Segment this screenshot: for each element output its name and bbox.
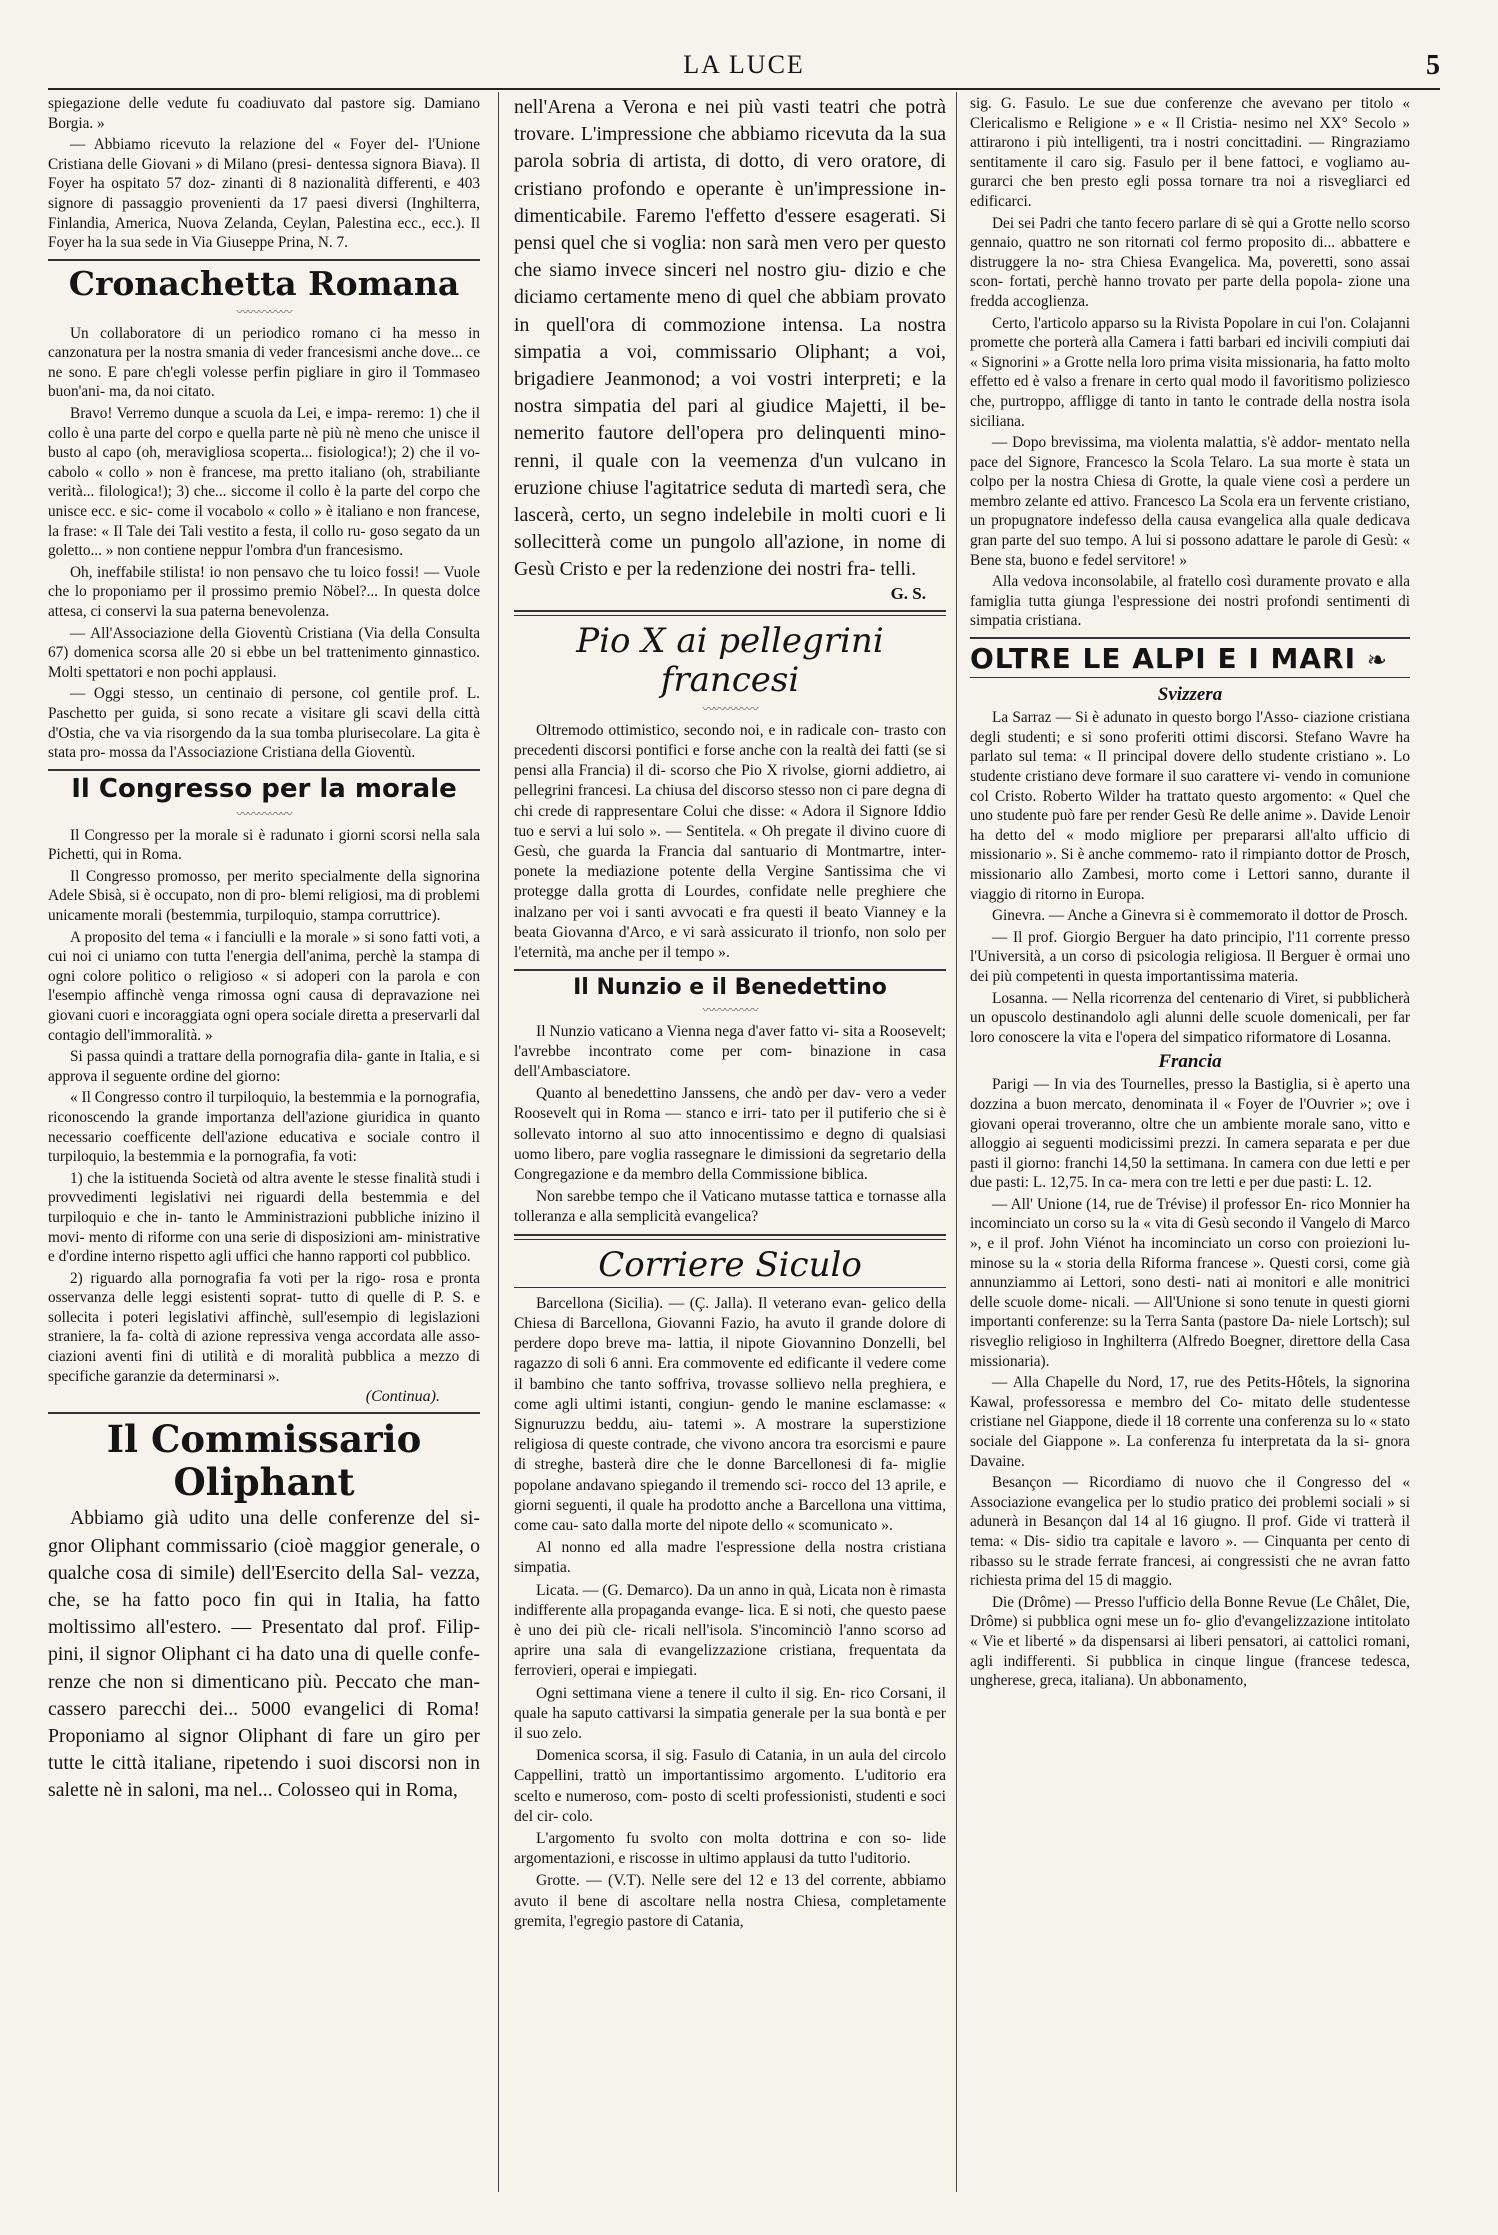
section-title: Corriere Siculo — [598, 1244, 862, 1285]
paragraph: L'argomento fu svolto con molta dottrina e con so- lide argomentazioni, e riscosse in ultimo applausi da tutto l'uditorio. — [514, 1829, 946, 1868]
section-rule — [514, 1287, 946, 1288]
page-header — [48, 50, 1440, 90]
paragraph: — Dopo brevissima, ma violenta malattia, s'è addor- mentato nella pace del Signore, Francesco la Scola Telaro. La sua morte è stata un colpo per la nostra Chiesa di Grotte, la quale viene così a perdere un membro zelante ed attivo. Francesco La Scola era un fervente cristiano, un propugnatore indefesso della causa evangelica alla quale dedicava gran parte del suo tempo. A lui si possono adattare le parole di Gesù: « Bene sta, buono e fedel servitore! » — [970, 434, 1410, 569]
paragraph: Domenica scorsa, il sig. Fasulo di Catania, in un aula del circolo Cappellini, trattò un importantissimo argomento. L'uditorio era scelto e numeroso, com- posto di scelti professionisti, studenti e soci del cir- colo. — [514, 1747, 946, 1825]
paragraph: spiegazione delle vedute fu coadiuvato dal pastore sig. Damiano Borgia. » — [48, 95, 480, 132]
paragraph: Il Nunzio vaticano a Vienna nega d'aver fatto vi- sita a Roosevelt; l'avrebbe incontrato come per com- binazione in casa dell'Ambasciatore. — [514, 1022, 946, 1080]
paragraph: Licata. — (G. Demarco). Da un anno in quà, Licata non è rimasta indifferente alla propaganda evange- lica. E si noti, che questo paese è uno dei più cle- ricali nell'isola. S'incominciò l'anno scorso ad aprire una sala di evangelizzazione cristiana, frequentata da ferrovieri, operai e impiegati. — [514, 1581, 946, 1680]
paragraph: Quanto al benedettino Janssens, che andò per dav- vero a veder Roosevelt qui in Roma — stanco e irri- tato per il putiferio che si è sollevato intorno al suo atto innocentissimo e degno di qualsiasi uomo libero, pare voglia rassegnare le dimissioni da segretario della Congregazione e da membro della Commissione biblica. — [514, 1085, 946, 1183]
paragraph: Barcellona (Sicilia). — (Ç. Jalla). Il veterano evan- gelico della Chiesa di Barcellona, Giovanni Fazio, ha avuto il grande dolore di perdere dopo breve ma- lattia, il nipote Giovannino Donzelli, bel ragazzo di soli 6 anni. Era commovente ed edificante il vedere come il bambino che tanto soffriva, trovasse sollievo nella preghiera, e come agli ultimi istanti, congiun- gendo le manine esclamasse: « Signuruzzu beddu, aiu- tatemi ». A mostrare la superstizione religiosa di queste contrade, che vivono ancora tra esorcismi e paure di streghe, basterà dire che le donne Barcellonesi di fa- miglie popolane andavano spiegando il tremendo sci- rocco del 13 aprile, e giorni seguenti, il quale ha prodotto anche a Barcellona una vittima, come cau- sato dalla morte del nipote dello « scomunicato ». — [514, 1294, 946, 1534]
paragraph: Certo, l'articolo apparso su la Rivista Popolare in cui l'on. Colajanni promette che porterà alla Camera i fatti barbari ed incivili compiuti dai « Signorini » a Grotte nella loro prima visita missionaria, ha fatto molto effetto ed è valso a frenare in certo qual modo il favoritismo poliziesco che, purtroppo, affligge di tanto in tanto le contrade della nostra isola siciliana. — [970, 314, 1410, 430]
paragraph: Besançon — Ricordiamo di nuovo che il Congresso del « Associazione evangelica per lo studio pratico dei problemi sociali » si adunerà in Besançon dal 14 al 16 giugno. Il prof. Gide vi tratterà il tema: « Dis- sidio tra capitale e lavoro ». — Cinquanta per cento di ribasso su le strade ferrate francesi, ai congressisti che ne avran fatto richiesta prima del 15 di maggio. — [970, 1474, 1410, 1590]
ornament-icon: ❧ — [1366, 646, 1388, 675]
title-ornament: 〰〰〰〰〰 — [702, 1002, 758, 1017]
title-ornament: 〰〰〰〰〰 — [236, 806, 292, 821]
section-title: Pio X ai pellegrini francesi — [576, 620, 884, 700]
section-rule — [514, 615, 946, 616]
paragraph: — All'Associazione della Gioventù Cristiana (Via della Consulta 67) domenica scorsa alle 20 si ebbe un bel trattenimento ginnastico. Molti spettatori e non pochi applausi. — [48, 624, 480, 681]
paragraph: Il Congresso per la morale si è radunato i giorni scorsi nella sala Pichetti, qui in Roma. — [48, 826, 480, 864]
country-subhead: Svizzera — [1157, 684, 1223, 706]
column-2 — [514, 94, 946, 2204]
paragraph: Die (Drôme) — Presso l'ufficio della Bonne Revue (Le Châlet, Die, Drôme) si pubblica ogni mese un fo- glio d'evangelizzazione intitolato « Vie et liberté » da dispensarsi ai liberi pensatori, ai cattolici romani, agli indifferenti. Si pubblica in cinque lingue (francese tedesca, ungherese, greca, italiana). Un abbonamento, — [970, 1593, 1410, 1690]
section-rule — [48, 1412, 480, 1414]
paragraph: nell'Arena a Verona e nei più vasti teatri che potrà trovare. L'impressione che abbiamo ricevuta da la sua parola sobria di artista, di dotto, di vero oratore, di cristiano profondo e operante è un'impressione in- dimenticabile. Faremo l'effetto d'essere esagerati. Si pensi quel che si voglia: non sarà men vero per questo che siamo invece sinceri nel nostro giu- dizio e che diciamo certamente meno di quel che abbiam provato in quell'ora di commozione intensa. La nostra simpatia a voi, commissario Oliphant; a voi, brigadiere Jeanmonod; a voi vostri interpreti; e la nostra simpatia del pari al giudice Majetti, il be- nemerito fautore dell'opera pro delinquenti mino- renni, il quale con la veemenza d'un vulcano in eruzione chiuse l'agitatrice seduta di martedì sera, che lascerà, certo, un segno indelebile in molti cuori e li sollecitterà come un pungolo all'azione, in nome di Gesù Cristo e per la redenzione dei nostri fra- telli. — [514, 96, 946, 581]
column-3 — [970, 94, 1410, 2204]
article-body — [514, 94, 946, 584]
paragraph: — All' Unione (14, rue de Trévise) il professor En- rico Monnier ha incominciato un corso su la « vita di Gesù secondo il Vangelo di Marco », e il prof. John Viénot ha incominciato un corso con proiezioni lu- minose su la « storia della Riforma francese ». Questi corsi, come già annunziammo ai Lettori, sono desti- nati ai monitori e alle monitrici delle scuole dome- nicali. — All'Unione si sono tenute in questi giorni importanti conferenze: su la Terra Santa (pastore Da- niele Lortsch); sul risveglio religioso in Inghilterra (Alfredo Boegner, direttore della Casa missionaria). — [970, 1195, 1410, 1370]
paragraph: Il Congresso promosso, per merito specialmente della signorina Adele Sbisà, si è occupato, non di pro- blemi religiosi, ma di problemi unicamente morali (bestemmia, turpiloquio, stampa corruttrice). — [48, 867, 480, 925]
continued-note: (Continua). — [365, 1388, 440, 1406]
title-ornament: 〰〰〰〰〰 — [236, 304, 292, 319]
paragraph: Parigi — In via des Tournelles, presso la Bastiglia, si è aperto una dozzina a buon mercato, denominata il « Foyer de l'Ouvrier »; ove i giovani operai troveranno, oltre che un ambiente morale sano, vitto e alloggio ai seguenti modicissimi prezzi. In camera separata e per due pasti il giorno: franchi 14,50 la settimana. In camera con due letti e per due pasti: L. 12,75. In ca- mera con tre letti e per due pasti: L. 12. — [970, 1076, 1410, 1192]
section-title: Il Commissario Oliphant — [106, 1417, 422, 1504]
paragraph: Abbiamo già udito una delle conferenze del si- gnor Oliphant commissario (cioè maggior generale, o qualche cosa di simile) dell'Esercito della Sal- vezza, che, se ha fatto poco fin qui in Italia, ha fatto moltissimo all'estero. — Presentato dal prof. Filip- pini, il signor Oliphant ci ha dato una di quelle confe- renze che non si dimenticano più. Peccato che man- cassero parecchi dei... 5000 evangelici di Roma! Proponiamo al signor Oliphant di fare un giro per tutte le città italiane, ripetendo i suoi discorsi non in salette nè in saloni, ma nel... Colosseo qui in Roma, — [48, 1507, 480, 1802]
section-rule — [514, 1234, 946, 1236]
section-rule — [970, 677, 1410, 678]
paragraph: Dei sei Padri che tanto fecero parlare di sè qui a Grotte nello scorso gennaio, quattro ne son ritornati col fermo proposito di... abbattere e distruggere la no- stra Chiesa Evangelica. Ma, poveretti, sono assai scon- fortati, perchè hanno trovato per parte della popola- zione una fredda accoglienza. — [970, 214, 1410, 310]
header-rule — [48, 88, 1440, 90]
paragraph: « Il Congresso contro il turpiloquio, la bestemmia e la pornografia, riconoscendo la grande importanza dell'azione giuridica in quanto necessario coefficente dell'azione educativa e sociale contro il turpiloquio, la bestemmia e la pornografia, fa voti: — [48, 1089, 480, 1166]
paragraph: — Oggi stesso, un centinaio di persone, col gentile prof. L. Paschetto per guida, si sono recate a visitare gli scavi della città d'Ostia, che va via risorgendo da la sua tomba plurisecolare. La gita è stata pro- mossa da l'Associazione Cristiana della Gioventù. — [48, 685, 480, 762]
paragraph: A proposito del tema « i fanciulli e la morale » si sono fatti voti, a cui noi ci uniamo con tutta l'energia dell'anima, perchè la stampa di ogni colore politico o religioso « si adoperi con la parola e con l'esempio affinchè venga rimossa ogni causa di depravazione nei giovani cuori e incoraggiata ogni opera sociale diretta a preservarli dal contagio dell'immoralità. » — [48, 928, 480, 1044]
paragraph: 2) riguardo alla pornografia fa voti per la rigo- rosa e pronta osservanza delle leggi esistenti soprat- tutto di quelle di P. S. e sollecita i poteri legislativi affinchè, sull'esempio di legislazioni straniere, la fa- coltà di azione repressiva venga accordata alle asso- ciazioni aventi fini di utilità e di moralità pubblica a mezzo di specifiche garanzie da determinarsi ». — [48, 1269, 480, 1385]
paragraph: Losanna. — Nella ricorrenza del centenario di Viret, si pubblicherà un opuscolo destinandolo agli alunni delle scuole domenicali, per far loro conoscere la vita e l'opera del simpatico riformatore di Losanna. — [970, 989, 1410, 1046]
country-subhead: Francia — [1158, 1051, 1222, 1073]
paragraph: Ginevra. — Anche a Ginevra si è commemorato il dottor de Prosch. — [992, 907, 1408, 925]
paragraph: — Alla Chapelle du Nord, 17, rue des Petits-Hôtels, la signorina Kawal, professoressa e membro del Co- mitato delle studentesse cristiane nel Giappone, diede il 18 corrente una conferenza su lo « stato sociale del Giappone ». La conferenza fu interpretata da la si- gnora Davaine. — [970, 1374, 1410, 1470]
section-title-text: OLTRE LE ALPI E I MARI — [970, 642, 1357, 676]
column-1 — [48, 94, 480, 2204]
running-title: LA LUCE — [683, 50, 805, 79]
paragraph: Oltremodo ottimistico, secondo noi, e in radicale con- trasto con precedenti discorsi pontifici e forse anche con la realtà dei fatti (se si pensi alla Francia) il di- scorso che Pio X rivolse, giorni addietro, ai pellegrini francesi. La chiusa del discorso stesso non ci pare degna di chi crede di rappresentare Colui che disse: « Adora il Signore Iddio tuo e servi a lui solo ». — Sentitela. « Oh pregate il divino cuore di Gesù, che guarda la Francia dal santuario di Montmartre, inter- ponete la mediazione potente della Vergine Santissima che vi protegge dalla grotta di Lourdes, confidate nelle preghiere che inalzano per voi i santi avvocati e fra questi il beato Vianney e la beata Giovanna d'Arco, e vi sarà assicurato il trionfo, non solo per l'eternità, ma anche per il tempo ». — [514, 721, 946, 962]
section-title — [970, 643, 1410, 675]
section-rule — [514, 969, 946, 971]
paragraph: — Il prof. Giorgio Berguer ha dato principio, l'11 corrente presso l'Università, a un corso di psicologia religiosa. Il Berguer è ormai uno dei più competenti in questa importantissima materia. — [970, 928, 1410, 985]
section-title: Il Nunzio e il Benedettino — [573, 975, 887, 1001]
paragraph: 1) che la istituenda Società od altra avente le stesse finalità studi i provvedimenti legislativi nei riguardi della bestemmia e del turpiloquio e che in- tanto le Amministrazioni pubbliche inizino il movi- mento di riforme con una serie di disposizioni am- ministrative e d'ordine interno rispetto agli uffici che hanno rapporti col pubblico. — [48, 1169, 480, 1266]
paragraph: sig. G. Fasulo. Le sue due conferenze che avevano per titolo « Clericalismo e Religione » e « Il Cristia- nesimo nel XX° Secolo » attirarono i più intelligenti, tra i nostri concittadini. — Ringraziamo sentitamente il caro sig. Fasulo per il bene fattoci, e vogliamo au- gurarci che ben presto egli possa tornare tra noi a risvegliarci ed edificarci. — [970, 95, 1410, 210]
column-divider — [498, 92, 499, 2192]
section-title: Cronachetta Romana — [68, 263, 460, 303]
section-rule — [514, 1239, 946, 1240]
page-number: 5 — [1426, 50, 1440, 81]
paragraph: Al nonno ed alla madre l'espressione della nostra cristiana simpatia. — [514, 1539, 946, 1577]
paragraph: La Sarraz — Si è adunato in questo borgo l'Asso- ciazione cristiana degli studenti; e si sono proferiti ottimi discorsi. Stefano Wavre ha parlato sul tema: « Il principal dovere dello studente cristiano ». Lo studente cristiano deve formare il suo carattere vi- vendo in comunione col Cristo. Roberto Wilder ha trattato questo argomento: « Quel che uno studente può fare per render Gesù Re delle anime ». Davide Lenoir ha detto del « modo migliore per prepararsi all'alto ufficio di missionario ». Si è anche commemo- rato il rimpianto dottor de Prosch, missionario allo Zambesi, morto come i Lettori sanno, durante il viaggio di ritorno in Europa. — [970, 709, 1410, 903]
section-rule — [514, 610, 946, 612]
column-divider — [956, 92, 957, 2192]
paragraph: Bravo! Verremo dunque a scuola da Lei, e impa- reremo: 1) che il collo è una parte del corpo e quella parte nè più nè meno che unisce il busto al capo (oh, meravigliosa scoperta... fisiologica!); 2) che il vo- cabolo « collo » non è francese, ma pretto italiano (oh, strabiliante verità... filologica!); 3) che... siccome il collo è la parte del corpo che unisce ecc. e sic- come il vocabolo « collo » è italiano e non francese, la frase: « Il Tale dei Tali vestito a festa, il collo ru- goso segato da un goletto... » non contiene neppur l'ombra d'un francesismo. — [48, 405, 480, 560]
paragraph: — Abbiamo ricevuto la relazione del « Foyer del- l'Unione Cristiana delle Giovani » di Milano (presi- dentessa signora Biava). Il Foyer ha ospitato 57 doz- zinanti di 8 nazionalità differenti, e 403 signore di passaggio provenienti da 17 paesi diversi (Inghilterra, Finlandia, America, Nuova Zelanda, Ceylan, Palestina ecc., ecc.). Il Foyer ha la sua sede in Via Giuseppe Prina, N. 7. — [48, 136, 480, 252]
section-rule — [48, 769, 480, 771]
paragraph: Oh, ineffabile stilista! io non pensavo che tu loico fossi! — Vuole che lo proponiamo per il prossimo premio Nöbel?... In questa dolce attesa, ci conservi la sua paterna benevolenza. — [48, 563, 480, 620]
paragraph: Si passa quindi a trattare della pornografia dila- gante in Italia, e si approva il seguente ordine del giorno: — [48, 1048, 480, 1085]
article-body — [48, 1505, 480, 1804]
section-title: Il Congresso per la morale — [71, 773, 457, 804]
paragraph: Ogni settimana viene a tenere il culto il sig. En- rico Corsani, il quale ha saputo cattivarsi la simpatia generale per la sua bontà e per il suo zelo. — [514, 1684, 946, 1742]
paragraph: Grotte. — (V.T). Nelle sere del 12 e 13 del corrente, abbiamo avuto il bene di ascoltare nella nostra Chiesa, completamente gremita, l'egregio pastore di Catania, — [514, 1872, 946, 1930]
paragraph: Non sarebbe tempo che il Vaticano mutasse tattica e tornasse alla tolleranza e alla semplicità evangelica? — [514, 1188, 946, 1226]
signature: G. S. — [890, 583, 926, 603]
section-rule — [48, 259, 480, 261]
paragraph: Alla vedova inconsolabile, al fratello così duramente provato e alla famiglia tutta giunga l'espressione dei nostri profondi sentimenti di simpatia cristiana. — [970, 573, 1410, 630]
section-rule — [970, 637, 1410, 639]
paragraph: Un collaboratore di un periodico romano ci ha messo in canzonatura per la nostra smania di veder francesismi anche dove... ce ne sono. E pare ch'egli volesse perfin pigliare in giro il Tommaseo buon'ani- ma, da noi citato. — [48, 324, 480, 401]
title-ornament: 〰〰〰〰〰 — [702, 701, 758, 716]
